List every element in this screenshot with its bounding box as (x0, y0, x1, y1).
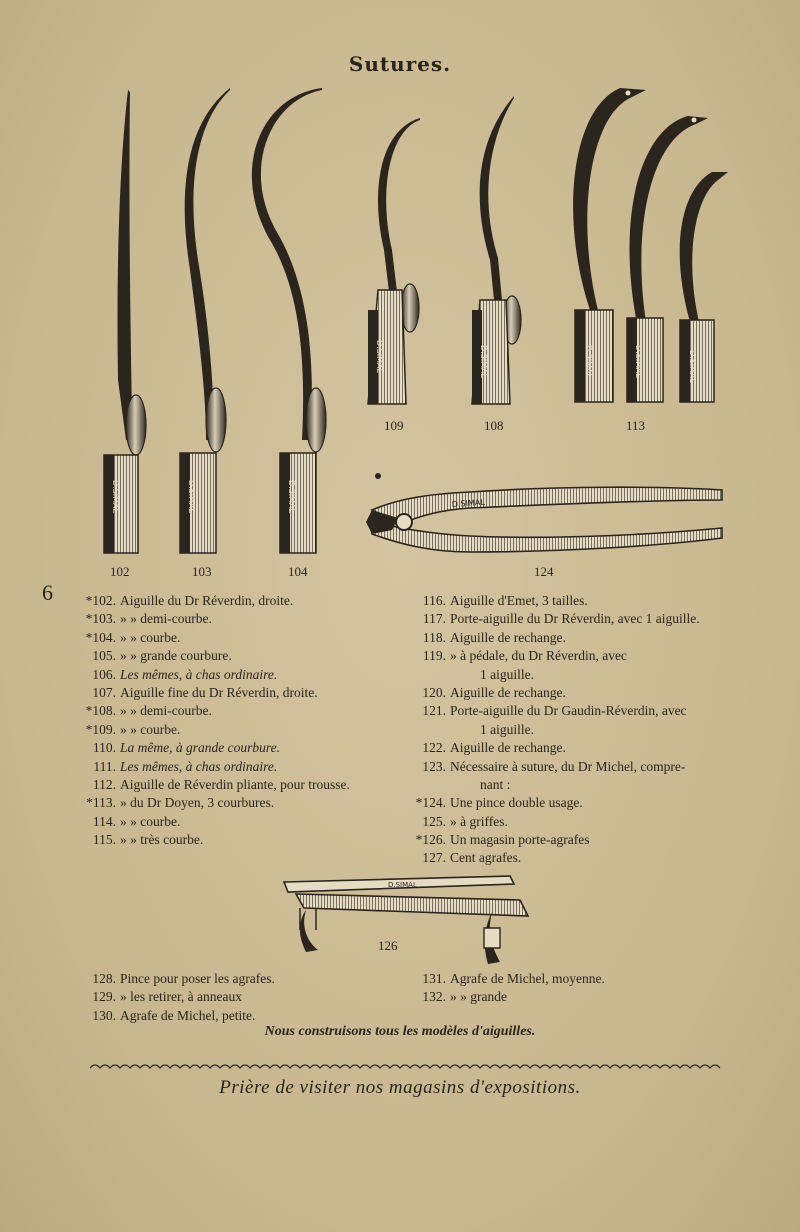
item-description: » » grande (450, 989, 507, 1005)
brand-engraving: D.SIMAL (111, 480, 120, 513)
item-number: *126. (415, 832, 446, 848)
list-item (410, 970, 780, 988)
item-number: 125. (422, 813, 446, 829)
list-item (410, 629, 780, 647)
figure-label-109: 109 (384, 418, 404, 433)
item-number: *102. (85, 593, 116, 608)
item-number: 111. (93, 758, 116, 774)
item-number: 122. (422, 740, 446, 756)
list-left (80, 592, 410, 849)
item-description: Aiguille de rechange. (450, 684, 566, 700)
item-number: 129. (92, 989, 116, 1005)
brand-engraving: D.SIMAL (688, 350, 697, 383)
list-item (80, 794, 410, 812)
item-number: 116. (422, 593, 446, 608)
item-description: Aiguille de rechange. (450, 740, 566, 756)
list-item (80, 776, 410, 794)
item-description: Aiguille de Réverdin pliante, pour trousse. (120, 776, 350, 792)
item-number: 112. (92, 776, 116, 792)
item-description: » les retirer, à anneaux (120, 989, 243, 1005)
brand-engraving: D.SIMAL (287, 480, 296, 513)
item-description: Un magasin porte-agrafes (450, 832, 590, 848)
brand-engraving: D.SIMAL (479, 345, 488, 378)
list-item (410, 666, 780, 684)
figure-label-103: 103 (192, 564, 212, 579)
item-description: Cent agrafes. (450, 850, 522, 866)
list-item (410, 684, 780, 702)
item-number: 117. (422, 611, 446, 627)
list-item (410, 610, 780, 628)
item-number: *109. (85, 721, 116, 737)
list-item (410, 702, 780, 720)
item-description: Aiguille de rechange. (450, 629, 566, 645)
list-item (410, 758, 780, 776)
item-description: » » courbe. (120, 721, 181, 737)
item-number: 120. (422, 684, 446, 700)
brand-engraving: D.SIMAL (187, 480, 196, 513)
item-description: Aiguille du Dr Réverdin, droite. (120, 593, 294, 608)
needle-113-illustration (573, 88, 728, 402)
item-description: Aiguille fine du Dr Réverdin, droite. (120, 684, 318, 700)
item-description: 1 aiguille. (480, 666, 534, 682)
brand-engraving: D.SIMAL (584, 345, 593, 378)
brand-engraving: D.SIMAL (634, 345, 643, 378)
list-right (410, 592, 780, 868)
item-number: *108. (85, 703, 116, 719)
item-description: Agrafe de Michel, petite. (120, 1007, 256, 1023)
item-number: 110. (92, 740, 116, 756)
list-item (80, 702, 410, 720)
item-description: » » demi-courbe. (120, 611, 212, 627)
list-item (80, 988, 410, 1006)
item-number: 106. (92, 666, 116, 682)
item-description: nant : (480, 776, 511, 792)
models-note: Nous construisons tous les modèles d'aiguilles. (264, 1024, 536, 1039)
item-number: 118. (422, 629, 446, 645)
list-item (410, 813, 780, 831)
item-number: 114. (92, 813, 116, 829)
item-description: Nécessaire à suture, du Dr Michel, compre- (450, 758, 686, 774)
list-item (80, 721, 410, 739)
item-description: Pince pour poser les agrafes. (120, 971, 275, 986)
item-number: 130. (92, 1007, 116, 1023)
item-description: » » grande courbure. (120, 648, 232, 664)
item-description: La même, à grande courbure. (120, 740, 280, 756)
brand-engraving: D.SIMAL (375, 340, 384, 373)
figure-label-108: 108 (484, 418, 504, 433)
item-number: 105. (92, 648, 116, 664)
figure-label-124: 124 (534, 564, 554, 579)
list-item (410, 776, 780, 794)
page-number: 6 (42, 580, 53, 605)
list-item (410, 592, 780, 610)
item-number: *104. (85, 629, 116, 645)
list-item (80, 592, 410, 610)
item-number: 123. (422, 758, 446, 774)
item-description: » » courbe. (120, 813, 181, 829)
list-bottom-right (410, 970, 780, 1007)
list-item (410, 721, 780, 739)
list-item (80, 684, 410, 702)
item-description: Porte-aiguille du Dr Gaudin-Réverdin, avec (450, 703, 687, 719)
list-item (80, 813, 410, 831)
item-description: Les mêmes, à chas ordinaire. (120, 758, 278, 774)
list-item (80, 739, 410, 757)
list-bottom-left (80, 970, 410, 1025)
forceps-124-illustration (366, 473, 722, 552)
footer-invitation: Prière de visiter nos magasins d'expositions. (219, 1077, 581, 1098)
figure-label-126: 126 (378, 938, 398, 953)
item-description: » à griffes. (450, 813, 508, 829)
figure-label-113: 113 (626, 418, 646, 433)
item-description: » » demi-courbe. (120, 703, 212, 719)
brand-engraving: D.SIMAL (388, 881, 417, 889)
item-description: » du Dr Doyen, 3 courbures. (120, 795, 275, 811)
list-item (80, 758, 410, 776)
list-item (80, 666, 410, 684)
item-description: Porte-aiguille du Dr Réverdin, avec 1 aiguille. (450, 611, 700, 627)
item-description: Agrafe de Michel, moyenne. (450, 971, 605, 986)
item-number: 119. (422, 648, 446, 664)
page-title: Sutures. (348, 52, 452, 76)
list-item (410, 647, 780, 665)
list-item (410, 739, 780, 757)
item-description: 1 aiguille. (480, 721, 534, 737)
item-number: 107. (92, 684, 116, 700)
list-item (410, 831, 780, 849)
item-description: Une pince double usage. (450, 795, 583, 811)
list-item (80, 831, 410, 849)
list-item (410, 849, 780, 867)
item-number: 121. (422, 703, 446, 719)
item-number: *124. (415, 795, 446, 811)
brand-engraving: D.SIMAL (451, 497, 486, 509)
item-number: 127. (422, 850, 446, 866)
item-number: 128. (92, 971, 116, 986)
list-item (80, 1007, 410, 1025)
figure-label-102: 102 (110, 564, 130, 579)
item-number: 131. (422, 971, 446, 986)
item-description: » à pédale, du Dr Réverdin, avec (450, 648, 627, 664)
list-item (410, 988, 780, 1006)
item-number: 132. (422, 989, 446, 1005)
item-description: » » courbe. (120, 629, 181, 645)
item-description: Aiguille d'Emet, 3 tailles. (450, 593, 588, 608)
item-number: *103. (85, 611, 116, 627)
needle-102-illustration (104, 90, 146, 553)
list-item (80, 970, 410, 988)
item-description: Les mêmes, à chas ordinaire. (120, 666, 278, 682)
list-item (80, 647, 410, 665)
item-number: 115. (92, 832, 116, 848)
item-number: *113. (86, 795, 116, 811)
item-description: » » très courbe. (120, 832, 204, 848)
figure-label-104: 104 (288, 564, 308, 579)
list-item (410, 794, 780, 812)
list-item (80, 610, 410, 628)
list-item (80, 629, 410, 647)
staple-magazine-126-illustration (284, 876, 528, 964)
